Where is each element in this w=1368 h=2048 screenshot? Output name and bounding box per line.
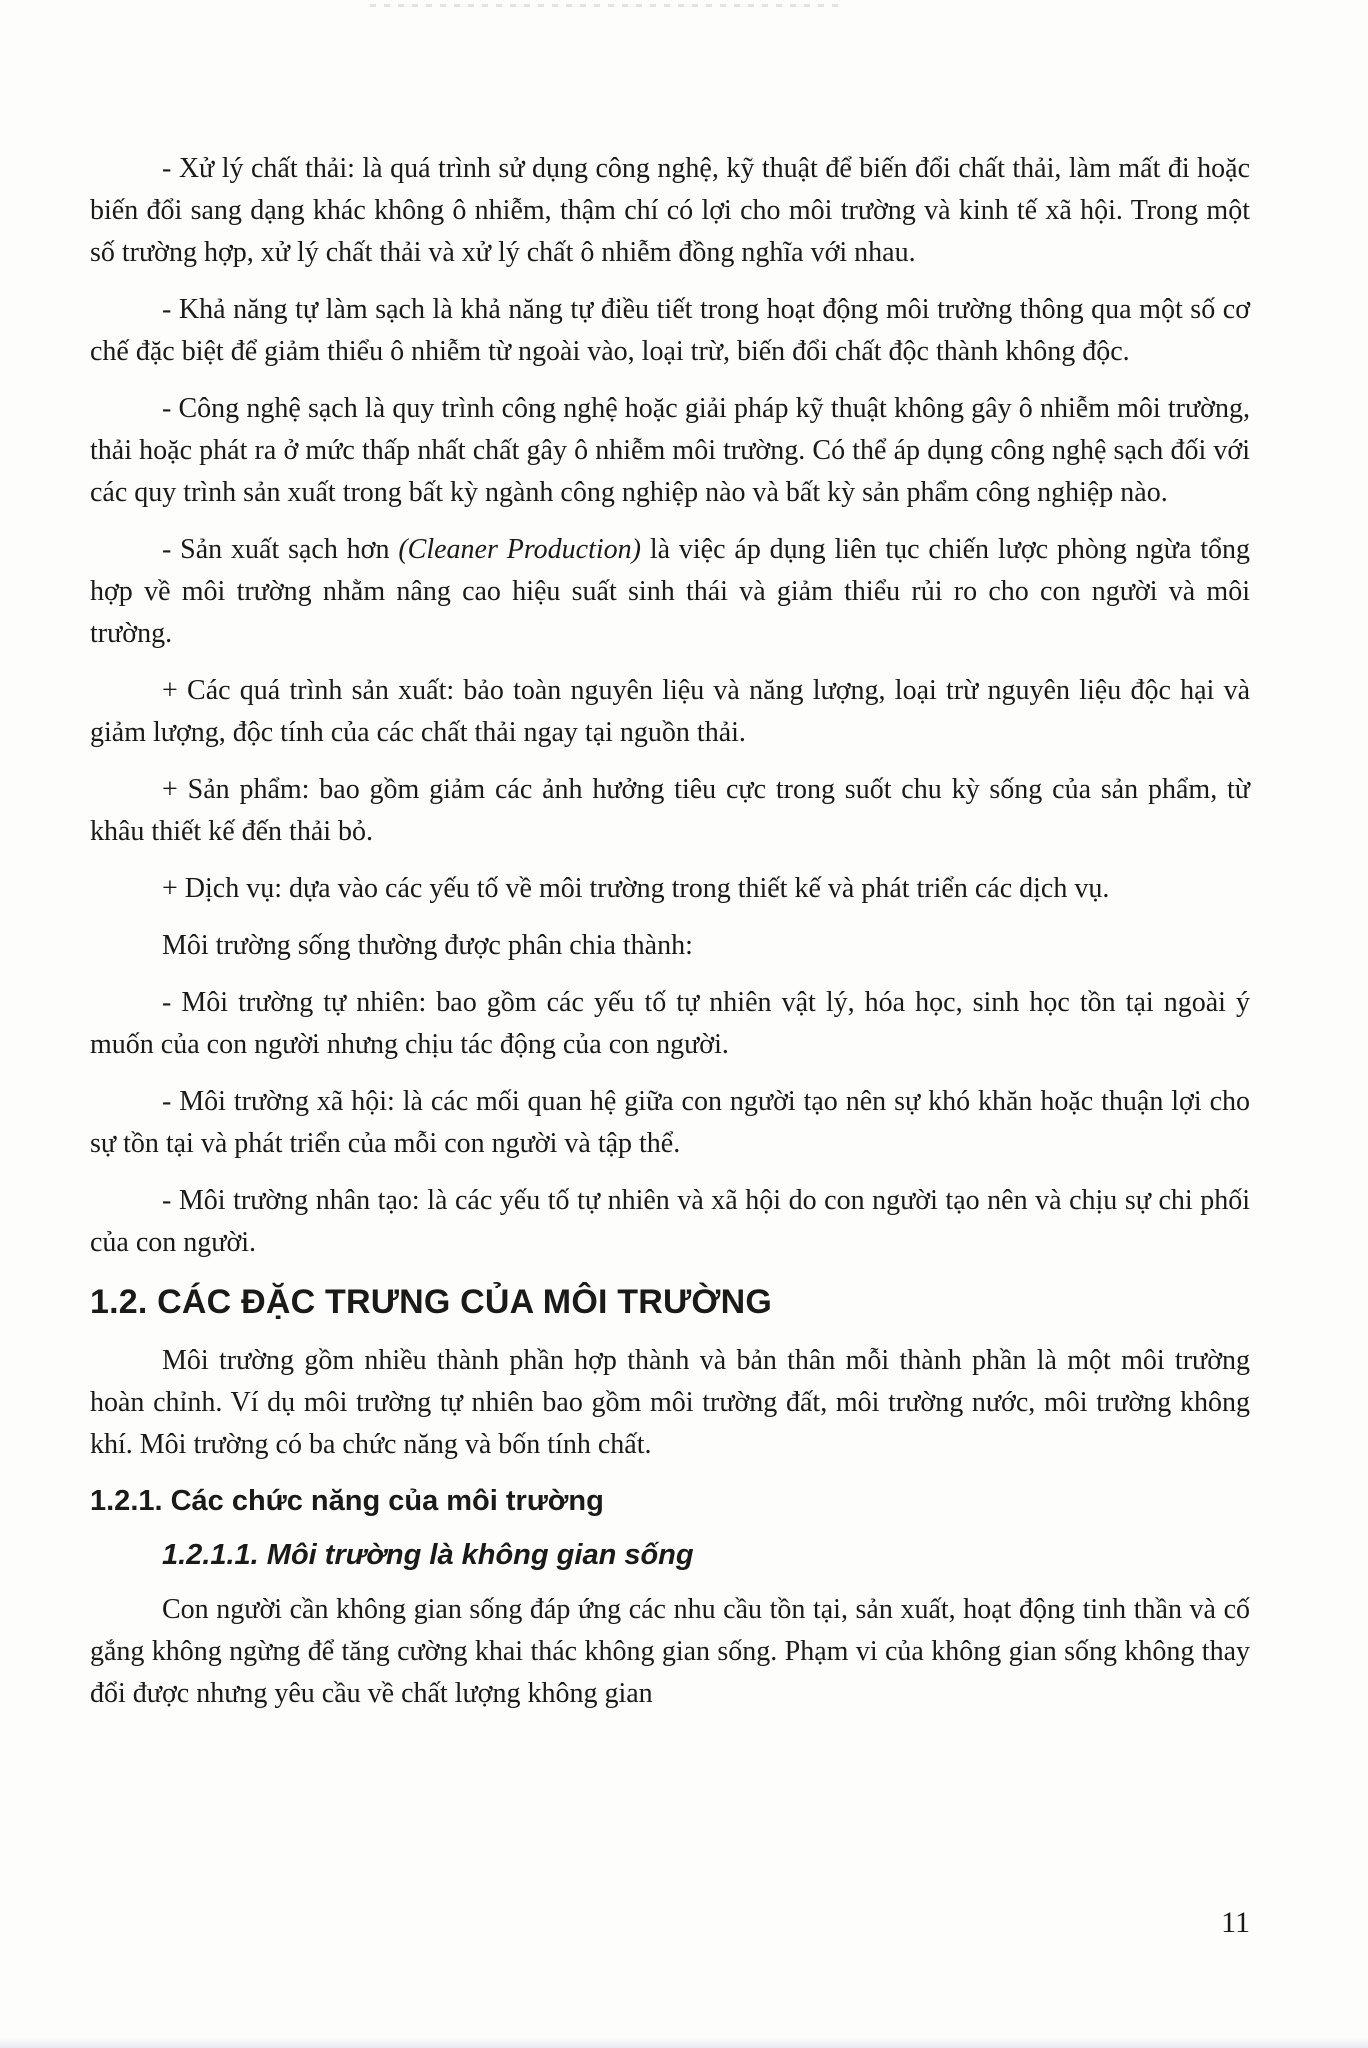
scan-artifact-top [370,4,840,7]
paragraph-self-cleaning: - Khả năng tự làm sạch là khả năng tự điều tiết trong hoạt động môi trường thông qua một số cơ chế đặc biệt để giảm thiểu ô nhiễm từ ngoài vào, loại trừ, biến đổi chất độc thành không độc. [90,294,1250,367]
paragraph-section-1-2: Môi trường gồm nhiều thành phần hợp thành và bản thân mỗi thành phần là một môi trường hoàn chỉnh. Ví dụ môi trường tự nhiên bao gồm môi trường đất, môi trường nước, môi trường không khí. Môi trường có ba chức năng và bốn tính chất. [90,1345,1250,1460]
scan-artifact-bottom [0,2038,1368,2048]
subsection-heading-1-2-1: 1.2.1. Các chức năng của môi trường [90,1485,604,1517]
paragraph-services: + Dịch vụ: dựa vào các yếu tố về môi trường trong thiết kế và phát triển các dịch vụ. [162,873,1110,904]
section-heading-1-2: 1.2. CÁC ĐẶC TRƯNG CỦA MÔI TRƯỜNG [90,1283,772,1321]
subsubsection-heading-1-2-1-1: 1.2.1.1. Môi trường là không gian sống [162,1539,694,1571]
paragraph-clean-technology: - Công nghệ sạch là quy trình công nghệ hoặc giải pháp kỹ thuật không gây ô nhiễm môi trường, thải hoặc phát ra ở mức thấp nhất chất gây ô nhiễm môi trường. Có thể áp dụng công nghệ sạch đối với các quy trình sản xuất trong bất kỳ ngành công nghiệp nào và bất kỳ sản phẩm công nghiệp nào. [90,393,1250,508]
cleaner-production-rest: là việc áp dụng liên tục chiến lược phòng ngừa tổng hợp về môi trường nhằm nâng cao hiệu suất sinh thái và giảm thiểu rủi ro cho con người và môi trường. [90,534,1251,649]
cleaner-production-term: (Cleaner Production) [398,534,641,565]
paragraph-waste-treatment: - Xử lý chất thải: là quá trình sử dụng công nghệ, kỹ thuật để biến đổi chất thải, làm mất đi hoặc biến đổi sang dạng khác không ô nhiễm, thậm chí có lợi cho môi trường và kinh tế xã hội. Trong một số trường hợp, xử lý chất thải và xử lý chất ô nhiễm đồng nghĩa với nhau. [90,153,1250,268]
paragraph-living-space: Con người cần không gian sống đáp ứng các nhu cầu tồn tại, sản xuất, hoạt động tinh thần và cố gắng không ngừng để tăng cường khai thác không gian sống. Phạm vi của không gian sống không thay đổi được nhưng yêu cầu về chất lượng không gian [90,1594,1250,1709]
paragraph-production-processes: + Các quá trình sản xuất: bảo toàn nguyên liệu và năng lượng, loại trừ nguyên liệu độc hại và giảm lượng, độc tính của các chất thải ngay tại nguồn thải. [90,675,1250,748]
paragraph-cleaner-production [90,529,1250,655]
cleaner-production-lead: - Sản xuất sạch hơn [162,534,399,565]
paragraph-products: + Sản phẩm: bao gồm giảm các ảnh hưởng tiêu cực trong suốt chu kỳ sống của sản phẩm, từ khâu thiết kế đến thải bỏ. [90,774,1250,847]
page-number: 11 [1221,1906,1250,1939]
paragraph-social-environment: - Môi trường xã hội: là các mối quan hệ giữa con người tạo nên sự khó khăn hoặc thuận lợi cho sự tồn tại và phát triển của mỗi con người và tập thể. [90,1086,1250,1159]
paragraph-natural-environment: - Môi trường tự nhiên: bao gồm các yếu tố tự nhiên vật lý, hóa học, sinh học tồn tại ngoài ý muốn của con người nhưng chịu tác động của con người. [90,987,1250,1060]
page-body [90,148,1250,1730]
paragraph-environment-division: Môi trường sống thường được phân chia thành: [162,930,693,961]
paragraph-artificial-environment: - Môi trường nhân tạo: là các yếu tố tự nhiên và xã hội do con người tạo nên và chịu sự chi phối của con người. [90,1185,1250,1258]
